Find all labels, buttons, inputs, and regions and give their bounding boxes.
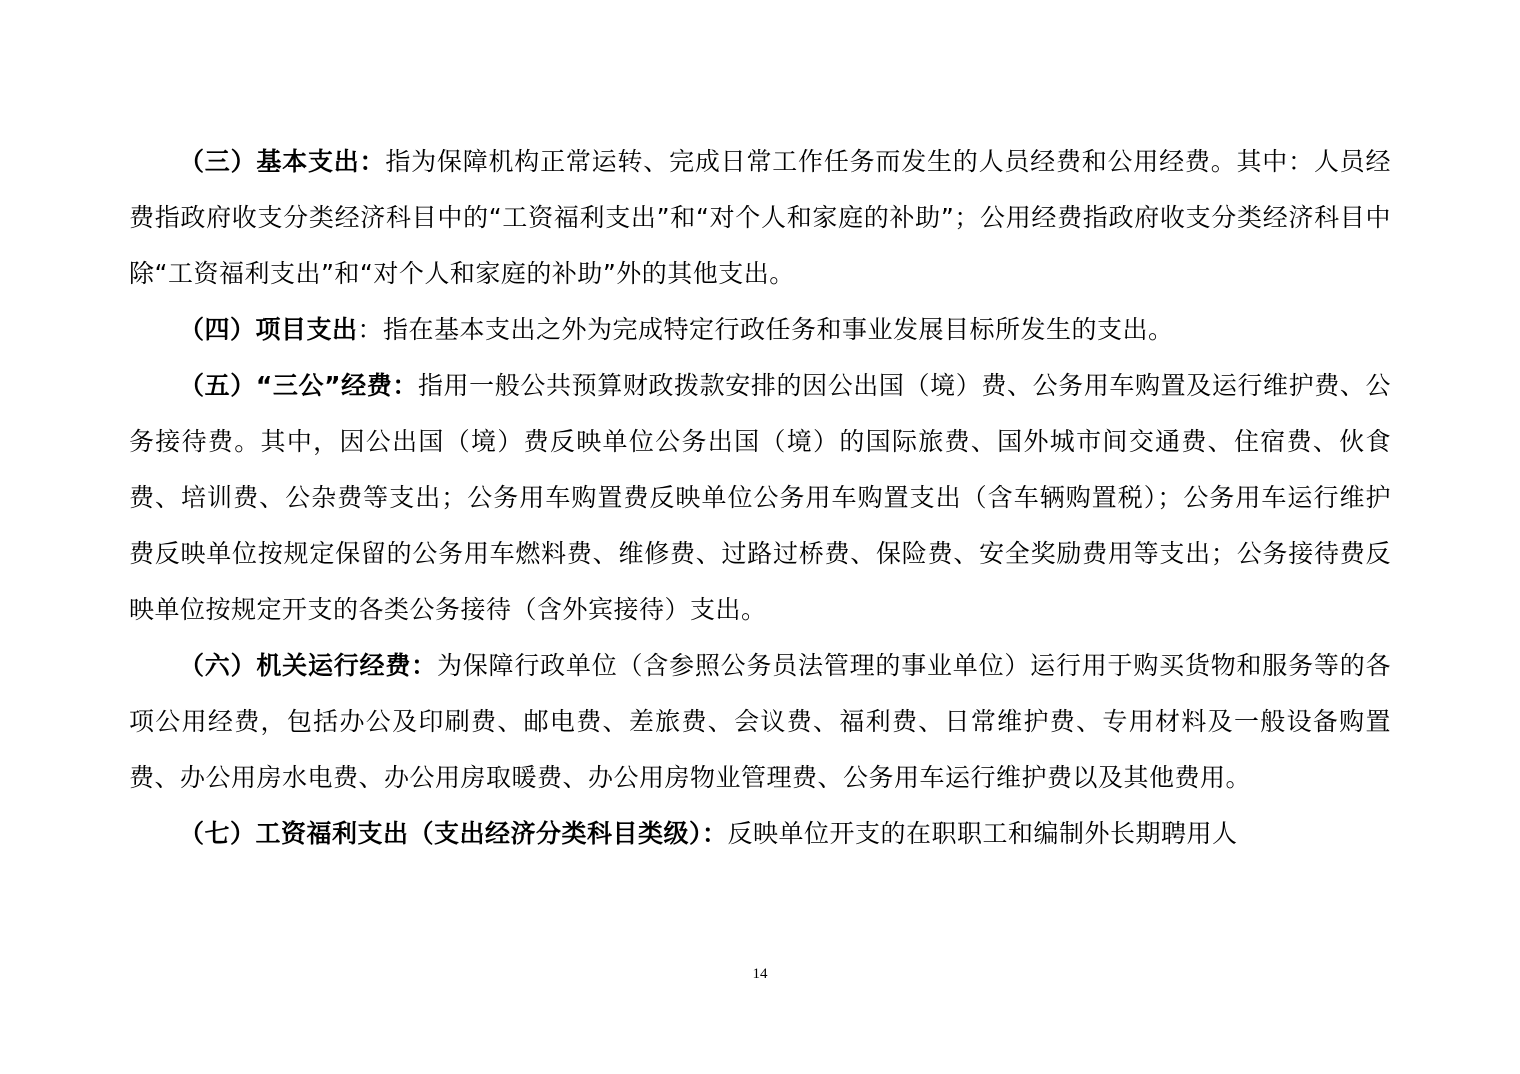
paragraph-text: 为保障行政单位（含参照公务员法管理的事业单位）运行用于购买货物和服务等的各项公用经费，包括办公及印刷费、邮电费、差旅费、会议费、福利费、日常维护费、专用材料及一般设备购置费、办公用房水电费、办公用房取暖费、办公用房物业管理费、公务用车运行维护费以及其他费用。	[129, 651, 1391, 792]
paragraph-heading: （四）项目支出	[179, 315, 358, 344]
document-body	[129, 134, 1391, 862]
paragraph-heading: （六）机关运行经费：	[179, 651, 437, 680]
paragraph-text: ：指在基本支出之外为完成特定行政任务和事业发展目标所发生的支出。	[357, 315, 1174, 344]
paragraph-heading: （五）“三公”经费：	[179, 371, 418, 400]
paragraph-text: 指用一般公共预算财政拨款安排的因公出国（境）费、公务用车购置及运行维护费、公务接待费。其中，因公出国（境）费反映单位公务出国（境）的国际旅费、国外城市间交通费、住宿费、伙食费、培训费、公杂费等支出；公务用车购置费反映单位公务用车购置支出（含车辆购置税）；公务用车运行维护费反映单位按规定保留的公务用车燃料费、维修费、过路过桥费、保险费、安全奖励费用等支出；公务接待费反映单位按规定开支的各类公务接待（含外宾接待）支出。	[129, 371, 1391, 624]
paragraph-heading: （三）基本支出：	[179, 147, 386, 176]
paragraph-basic-expenditure	[129, 134, 1391, 302]
paragraph-project-expenditure	[129, 302, 1391, 358]
paragraph-operating-expenses	[129, 638, 1391, 806]
paragraph-three-public-expenses	[129, 358, 1391, 638]
paragraph-salary-welfare	[129, 806, 1391, 862]
paragraph-heading: （七）工资福利支出（支出经济分类科目类级）：	[179, 819, 728, 848]
paragraph-text: 反映单位开支的在职职工和编制外长期聘用人	[727, 819, 1238, 848]
page-number: 14	[752, 966, 768, 982]
paragraph-text: 指为保障机构正常运转、完成日常工作任务而发生的人员经费和公用经费。其中：人员经费指政府收支分类经济科目中的“工资福利支出”和“对个人和家庭的补助”；公用经费指政府收支分类经济科目中除“工资福利支出”和“对个人和家庭的补助”外的其他支出。	[129, 147, 1391, 288]
